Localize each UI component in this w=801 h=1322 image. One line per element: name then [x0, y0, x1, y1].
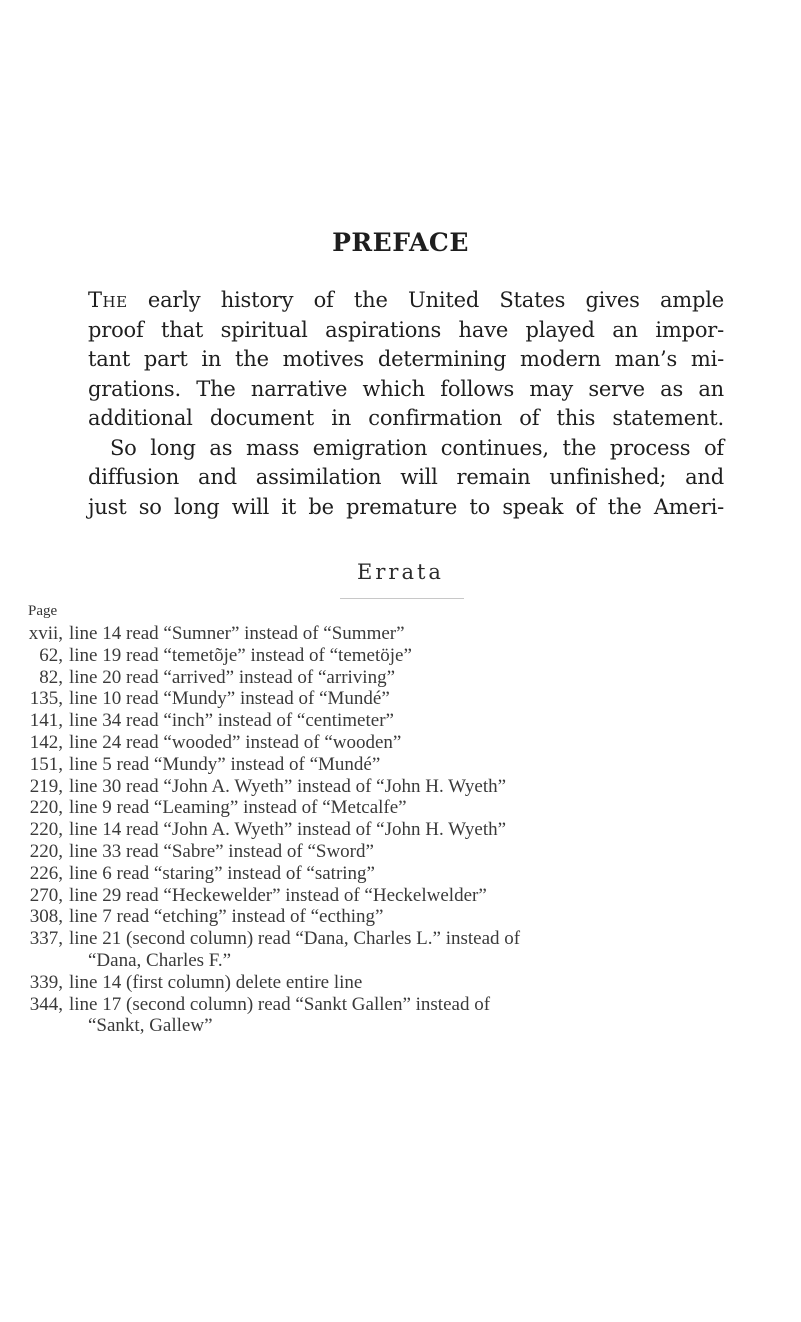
errata-correction-continued: “Sankt, Gallew”: [88, 1015, 213, 1037]
errata-page-number: 220,: [29, 819, 63, 841]
errata-entry: [24, 819, 794, 841]
errata-page-number: 220,: [29, 797, 63, 819]
preface-line: additional document in confirmation of this statement.: [88, 406, 724, 430]
errata-divider: [340, 598, 464, 599]
errata-correction: line 7 read “etching” instead of “ecthing”: [69, 906, 384, 928]
errata-entry: [24, 645, 794, 667]
errata-entry: [24, 906, 794, 928]
errata-correction: line 14 read “Sumner” instead of “Summer”: [69, 623, 405, 644]
preface-paragraph: [88, 286, 724, 522]
errata-page-number: 142,: [29, 731, 63, 753]
errata-correction: line 17 (second column) read “Sankt Gallen” instead of: [69, 993, 491, 1015]
errata-correction: line 33 read “Sabre” instead of “Sword”: [69, 840, 374, 862]
errata-correction: line 24 read “wooded” instead of “wooden”: [69, 731, 402, 753]
errata-correction: line 5 read “Mundy” instead of “Mundé”: [69, 753, 381, 775]
errata-correction: line 9 read “Leaming” instead of “Metcalfe”: [69, 797, 407, 819]
errata-entry: [24, 797, 794, 819]
errata-page-number: 308,: [29, 906, 63, 928]
errata-entry: [24, 928, 794, 950]
preface-line: proof that spiritual aspirations have played an impor-: [88, 317, 724, 342]
errata-entry: [24, 754, 794, 776]
errata-page-number: 141,: [29, 710, 63, 732]
errata-correction-continued: “Dana, Charles F.”: [88, 949, 232, 971]
errata-correction: line 14 (first column) delete entire line: [69, 971, 363, 993]
errata-page-number: 62,: [39, 644, 63, 666]
preface-line: just so long will it be premature to speak of the Ameri-: [88, 494, 724, 519]
errata-page-number: xvii,: [28, 623, 63, 644]
preface-line: tant part in the motives determining modern man’s mi-: [88, 347, 724, 371]
page-column-label: Page: [28, 603, 58, 619]
errata-correction: line 19 read “temetõje” instead of “temetöje”: [69, 644, 412, 666]
errata-entry: [24, 972, 794, 994]
errata-entry: [24, 623, 794, 645]
errata-page-number: 226,: [29, 862, 63, 884]
errata-entry: [24, 776, 794, 798]
errata-page-number: 220,: [29, 840, 63, 862]
errata-entry: [24, 710, 794, 732]
errata-entry: [24, 994, 794, 1016]
errata-correction: line 14 read “John A. Wyeth” instead of “John H. Wyeth”: [69, 819, 507, 841]
errata-entry: [24, 688, 794, 710]
preface-line: grations. The narrative which follows may serve as an: [88, 376, 724, 401]
errata-correction: line 34 read “inch” instead of “centimeter”: [69, 710, 394, 732]
errata-entry: [24, 863, 794, 885]
preface-first-word: The: [88, 288, 128, 312]
preface-heading: PREFACE: [332, 228, 469, 257]
preface-line: So long as mass emigration continues, the process of: [110, 435, 724, 460]
errata-correction: line 20 read “arrived” instead of “arriving”: [69, 666, 396, 688]
preface-line: [88, 286, 724, 316]
errata-heading: Errata: [357, 560, 444, 584]
errata-entry: [24, 885, 794, 907]
errata-correction: line 29 read “Heckewelder” instead of “Heckelwelder”: [69, 884, 487, 906]
preface-line-text: early history of the United States gives ample: [127, 288, 724, 312]
errata-correction: line 30 read “John A. Wyeth” instead of “John H. Wyeth”: [69, 775, 507, 797]
errata-page-number: 135,: [29, 688, 63, 710]
errata-list: [24, 623, 794, 1037]
errata-page-number: 337,: [29, 928, 63, 950]
errata-correction: line 21 (second column) read “Dana, Charles L.” instead of: [69, 928, 521, 950]
errata-page-number: 344,: [29, 993, 63, 1015]
errata-page-number: 82,: [39, 666, 63, 688]
preface-line: diffusion and assimilation will remain unfinished; and: [88, 465, 724, 489]
errata-page-number: 151,: [29, 753, 63, 775]
errata-correction: line 10 read “Mundy” instead of “Mundé”: [69, 688, 390, 710]
errata-entry: [24, 841, 794, 863]
errata-entry: [24, 732, 794, 754]
errata-entry: [24, 667, 794, 689]
errata-correction: line 6 read “staring” instead of “satring”: [69, 862, 375, 884]
errata-page-number: 219,: [29, 775, 63, 797]
errata-page-number: 270,: [29, 884, 63, 906]
errata-page-number: 339,: [29, 971, 63, 993]
